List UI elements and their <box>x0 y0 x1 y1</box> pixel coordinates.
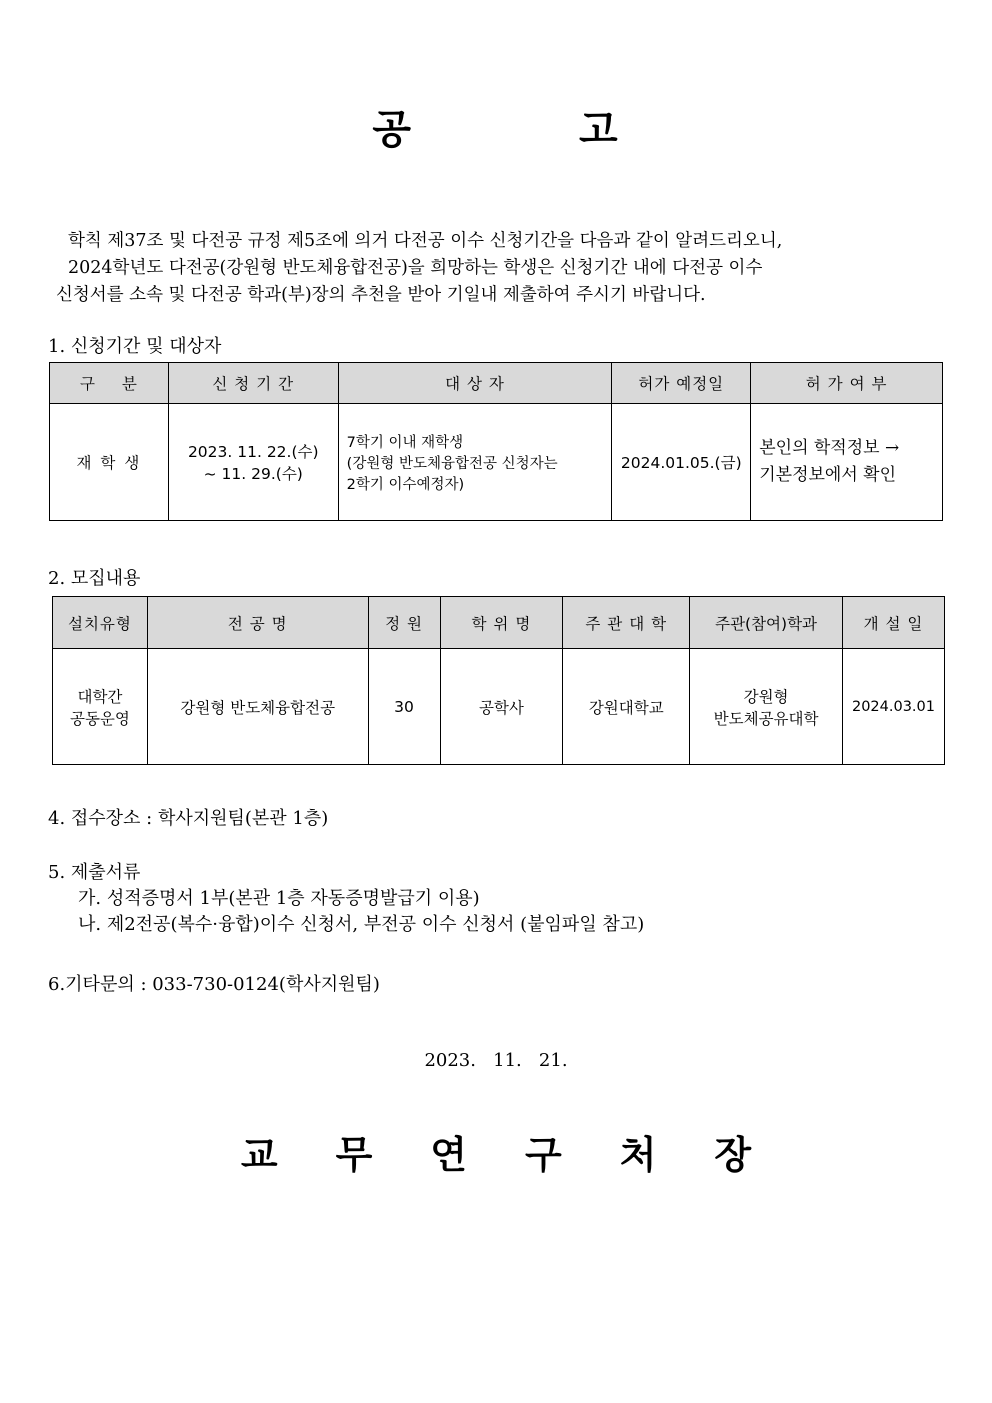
cell-host-univ: 강원대학교 <box>563 649 690 765</box>
intro-line-1: 학칙 제37조 및 다전공 규정 제5조에 의거 다전공 이수 신청기간을 다음과 같이 알려드리오니, <box>68 231 783 251</box>
header-approval-status: 허 가 여 부 <box>751 363 943 404</box>
header-quota: 정 원 <box>368 597 440 649</box>
section2-heading: 2. 모집내용 <box>48 568 141 589</box>
issuer-signature: 교무연구처장 <box>240 1132 810 1177</box>
cell-period: 2023. 11. 22.(수) ~ 11. 29.(수) <box>168 404 338 521</box>
intro-paragraph <box>56 228 944 309</box>
section1-heading: 1. 신청기간 및 대상자 <box>48 336 222 357</box>
section5-heading: 5. 제출서류 <box>48 862 141 883</box>
section5-item-a: 가. 성적증명서 1부(본관 1층 자동증명발급기 이용) <box>78 888 480 909</box>
section6-contact: 6.기타문의 : 033-730-0124(학사지원팀) <box>48 974 380 995</box>
header-type: 설치유형 <box>53 597 148 649</box>
table-header-row <box>53 597 945 649</box>
header-target: 대 상 자 <box>338 363 612 404</box>
header-dept: 주관(참여)학과 <box>690 597 843 649</box>
table-row <box>50 404 943 521</box>
cell-dept: 강원형 반도체공유대학 <box>690 649 843 765</box>
table-header-row <box>50 363 943 404</box>
cell-target: 7학기 이내 재학생 (강원형 반도체융합전공 신청자는 2학기 이수예정자) <box>338 404 612 521</box>
cell-quota: 30 <box>368 649 440 765</box>
header-degree: 학 위 명 <box>440 597 563 649</box>
recruitment-table <box>52 596 945 765</box>
cell-degree: 공학사 <box>440 649 563 765</box>
cell-open-date: 2024.03.01 <box>842 649 944 765</box>
page-title: 공 고 <box>372 107 620 153</box>
intro-line-3: 신청서를 소속 및 다전공 학과(부)장의 추천을 받아 기일내 제출하여 주시기 바랍니다. <box>56 285 706 305</box>
header-major: 전 공 명 <box>147 597 368 649</box>
header-period: 신 청 기 간 <box>168 363 338 404</box>
header-category: 구 분 <box>50 363 169 404</box>
notice-date: 2023. 11. 21. <box>424 1050 568 1071</box>
cell-type: 대학간 공동운영 <box>53 649 148 765</box>
header-approval-date: 허가 예정일 <box>612 363 751 404</box>
cell-approval-date: 2024.01.05.(금) <box>612 404 751 521</box>
header-host-univ: 주 관 대 학 <box>563 597 690 649</box>
cell-major: 강원형 반도체융합전공 <box>147 649 368 765</box>
cell-category: 재 학 생 <box>50 404 169 521</box>
intro-line-2: 2024학년도 다전공(강원형 반도체융합전공)을 희망하는 학생은 신청기간 내에 다전공 이수 <box>68 258 763 278</box>
section5-item-b: 나. 제2전공(복수·융합)이수 신청서, 부전공 이수 신청서 (붙임파일 참고) <box>78 914 645 935</box>
section4-location: 4. 접수장소 : 학사지원팀(본관 1층) <box>48 808 329 829</box>
application-period-table <box>49 362 943 521</box>
cell-approval-status: 본인의 학적정보 → 기본정보에서 확인 <box>751 404 943 521</box>
table-row <box>53 649 945 765</box>
header-open-date: 개 설 일 <box>842 597 944 649</box>
